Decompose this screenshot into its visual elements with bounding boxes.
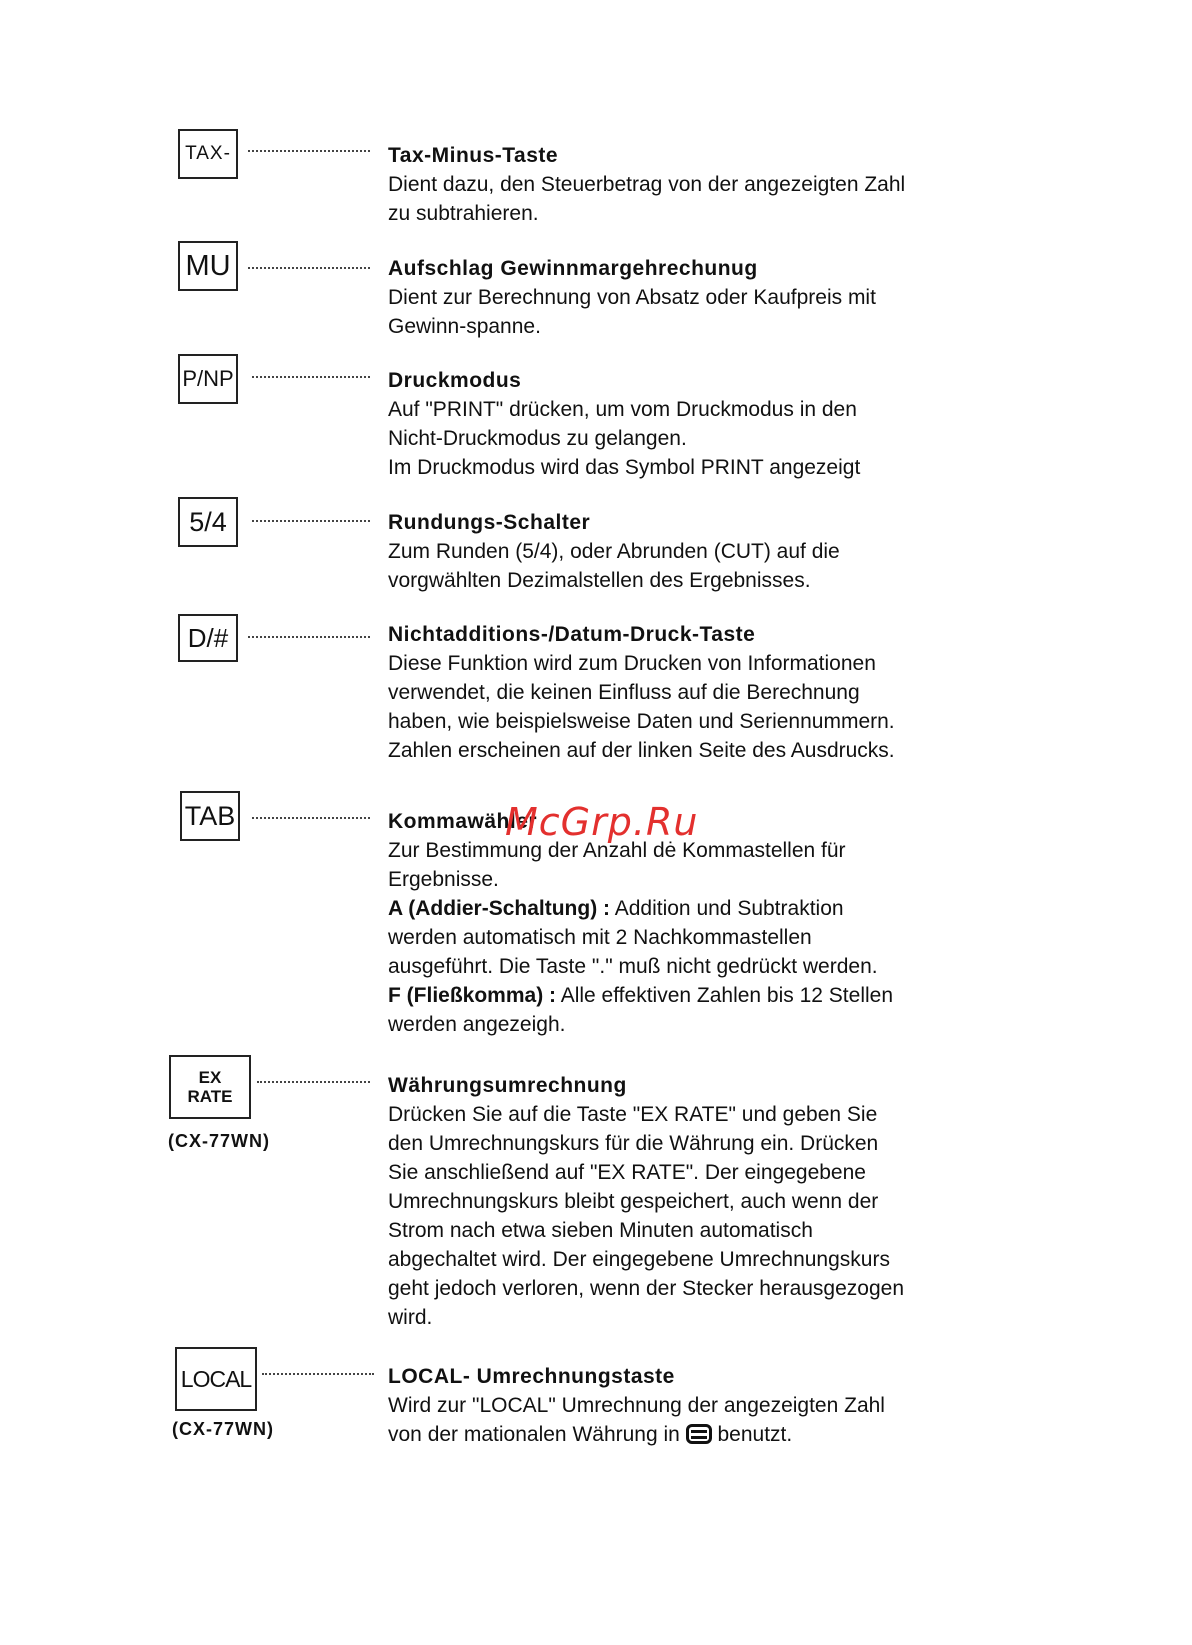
text-line: Strom nach etwa sieben Minuten automatisch <box>388 1219 813 1242</box>
description <box>388 141 958 228</box>
text-line: werden automatisch mit 2 Nachkommastellen <box>388 926 812 949</box>
text-line: vorgwählten Dezimalstellen des Ergebnisses. <box>388 569 811 592</box>
text-line <box>388 1420 958 1449</box>
text-line: ausgeführt. Die Taste "." muß nicht gedrückt werden. <box>388 955 878 978</box>
entry-title: Nichtadditions-/Datum-Druck-Taste <box>388 623 756 646</box>
text-line: Diese Funktion wird zum Drucken von Informationen <box>388 652 876 675</box>
entry-title: Rundungs-Schalter <box>388 511 591 534</box>
entry-title: Druckmodus <box>388 369 522 392</box>
entry-title: Kommawähler <box>388 810 538 833</box>
key-ex-rate <box>169 1055 251 1119</box>
text-prefix: von der mationalen Währung in <box>388 1423 686 1446</box>
text-line: zu subtrahieren. <box>388 202 539 225</box>
text-line: Dient dazu, den Steuerbetrag von der angezeigten Zahl <box>388 173 906 196</box>
model-note: (CX-77WN) <box>172 1419 274 1439</box>
model-note: (CX-77WN) <box>168 1131 270 1151</box>
text-line: Drücken Sie auf die Taste "EX RATE" und geben Sie <box>388 1103 878 1126</box>
key-rounding <box>178 497 238 547</box>
leader-dots <box>248 150 370 152</box>
text-line: Zur Bestimmung der Anzahl dė Kommastellen für <box>388 839 846 862</box>
option-f-text: Alle effektiven Zahlen bis 12 Stellen <box>556 984 894 1007</box>
key-local <box>175 1347 257 1411</box>
key-label: TAB <box>184 800 236 831</box>
key-non-add <box>178 614 238 662</box>
text-line: Zahlen erscheinen auf der linken Seite des Ausdrucks. <box>388 739 895 762</box>
text-line: den Umrechnungskurs für die Währung ein. Drücken <box>388 1132 879 1155</box>
text-line <box>388 894 958 923</box>
text-line: Sie anschließend auf "EX RATE". Der eingegebene <box>388 1161 866 1184</box>
text-line: Umrechnungskurs bleibt gespeichert, auch wenn der <box>388 1190 879 1213</box>
description <box>388 1071 958 1332</box>
description <box>388 1362 958 1449</box>
text-line: haben, wie beispielsweise Daten und Seriennummern. <box>388 710 895 733</box>
entry-title: LOCAL- Umrechnungstaste <box>388 1365 675 1388</box>
text-suffix: benutzt. <box>711 1423 793 1446</box>
text-line: Im Druckmodus wird das Symbol PRINT angezeigt <box>388 456 861 479</box>
leader-dots <box>248 636 370 638</box>
watermark: McGrp.Ru <box>505 800 699 844</box>
key-tab <box>180 791 240 841</box>
text-line: Ergebnisse. <box>388 868 499 891</box>
key-pnp <box>178 354 238 404</box>
euro-symbol-icon <box>686 1424 712 1444</box>
option-f-label: F (Fließkomma) : <box>388 984 557 1007</box>
key-mu <box>178 241 238 291</box>
key-label: MU <box>185 249 231 282</box>
key-label: 5/4 <box>189 506 227 537</box>
entry-title: Aufschlag Gewinnmargehrechunug <box>388 257 758 280</box>
text-line: Auf "PRINT" drücken, um vom Druckmodus in den <box>388 398 857 421</box>
description <box>388 366 958 482</box>
key-label: TAX- <box>185 143 231 164</box>
key-tax-minus <box>178 129 238 179</box>
key-label: P/NP <box>182 366 234 391</box>
key-label-line1: EX <box>198 1068 222 1087</box>
leader-dots <box>248 267 370 269</box>
text-line: abgechaltet wird. Der eingegebene Umrechnungskurs <box>388 1248 890 1271</box>
text-line: geht jedoch verloren, wenn der Stecker herausgezogen <box>388 1277 904 1300</box>
text-line: verwendet, die keinen Einfluss auf die Berechnung <box>388 681 860 704</box>
text-line: Zum Runden (5/4), oder Abrunden (CUT) auf die <box>388 540 840 563</box>
description <box>388 620 958 765</box>
key-label-line2: RATE <box>187 1087 233 1106</box>
description <box>388 508 958 595</box>
entry-title: Währungsumrechnung <box>388 1074 627 1097</box>
leader-dots <box>262 1373 374 1375</box>
text-line: wird. <box>388 1306 433 1329</box>
leader-dots <box>252 817 370 819</box>
option-a-text: Addition und Subtraktion <box>610 897 844 920</box>
key-label: LOCAL <box>180 1365 252 1392</box>
text-line: Dient zur Berechnung von Absatz oder Kaufpreis mit <box>388 286 876 309</box>
text-line <box>388 981 958 1010</box>
leader-dots <box>257 1081 370 1083</box>
option-a-label: A (Addier-Schaltung) : <box>388 897 611 920</box>
text-line: werden angezeigh. <box>388 1013 566 1036</box>
leader-dots <box>252 376 370 378</box>
text-line: Wird zur "LOCAL" Umrechnung der angezeigten Zahl <box>388 1394 885 1417</box>
text-line: Gewinn-spanne. <box>388 315 541 338</box>
text-line: Nicht-Druckmodus zu gelangen. <box>388 427 687 450</box>
key-label: D/# <box>187 622 229 653</box>
leader-dots <box>252 520 370 522</box>
entry-title: Tax-Minus-Taste <box>388 144 559 167</box>
description <box>388 254 958 341</box>
